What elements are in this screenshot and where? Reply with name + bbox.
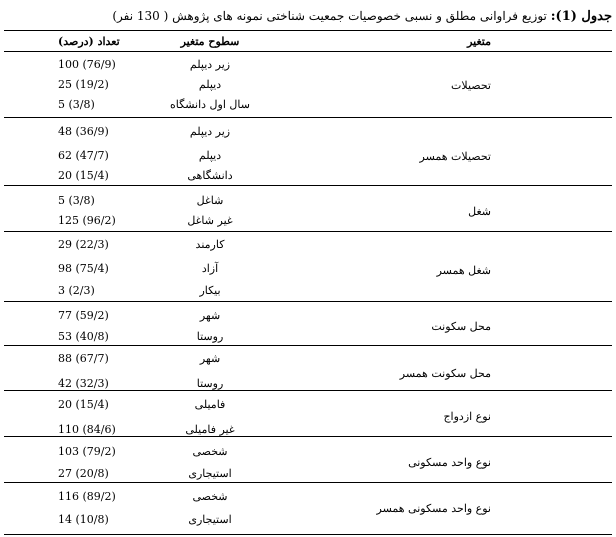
level-cell: غیر فامیلی — [185, 423, 235, 436]
header-rule — [4, 51, 612, 52]
caption-label: جدول (1): — [550, 9, 612, 24]
count-cell: 53 (40/8) — [58, 330, 109, 343]
count-cell: 25 (19/2) — [58, 78, 109, 91]
count-cell: 14 (10/8) — [58, 513, 109, 526]
caption-text: توزیع فراوانی مطلق و نسبی خصوصیات جمعیت شناختی نمونه های پژوهش ( 130 نفر) — [112, 9, 547, 23]
count-cell: 5 (3/8) — [58, 194, 95, 207]
group-rule — [4, 301, 612, 302]
level-cell: شخصی — [192, 445, 228, 458]
level-cell: شخصی — [192, 490, 228, 503]
header-levels: سطوح متغیر — [180, 35, 240, 48]
table-top-rule — [4, 30, 612, 31]
level-cell: زیر دیپلم — [189, 58, 231, 71]
group-rule — [4, 185, 612, 186]
count-cell: 48 (36/9) — [58, 125, 109, 138]
table-caption — [4, 6, 612, 26]
level-cell: شاغل — [196, 194, 224, 207]
level-cell: کارمند — [195, 238, 225, 251]
group-rule — [4, 231, 612, 232]
level-cell: شهر — [199, 309, 221, 322]
group-rule — [4, 534, 612, 535]
count-cell: 42 (32/3) — [58, 377, 109, 390]
level-cell: دیپلم — [198, 78, 222, 91]
level-cell: استیجاری — [188, 467, 232, 480]
count-cell: 116 (89/2) — [58, 490, 116, 503]
count-cell: 20 (15/4) — [58, 169, 109, 182]
variable-label: تحصیلات — [451, 79, 491, 92]
level-cell: سال اول دانشگاه — [170, 98, 250, 111]
level-cell: زیر دیپلم — [189, 125, 231, 138]
count-cell: 77 (59/2) — [58, 309, 109, 322]
group-rule — [4, 345, 612, 346]
count-cell: 27 (20/8) — [58, 467, 109, 480]
level-cell: بیکار — [199, 284, 221, 297]
group-rule — [4, 390, 612, 391]
level-cell: غیر شاغل — [187, 214, 233, 227]
header-variable: متغیر — [467, 35, 491, 48]
group-rule — [4, 482, 612, 483]
level-cell: دیپلم — [198, 149, 222, 162]
variable-label: نوع ازدواج — [443, 410, 491, 423]
variable-label: محل سکونت همسر — [399, 367, 491, 380]
variable-label: تحصیلات همسر — [419, 150, 491, 163]
level-cell: روستا — [196, 377, 224, 390]
variable-label: محل سکونت — [431, 320, 491, 333]
level-cell: روستا — [196, 330, 224, 343]
count-cell: 62 (47/7) — [58, 149, 109, 162]
count-cell: 88 (67/7) — [58, 352, 109, 365]
level-cell: آزاد — [201, 262, 219, 275]
header-count: تعداد (درصد) — [58, 35, 120, 48]
count-cell: 100 (76/9) — [58, 58, 116, 71]
count-cell: 3 (2/3) — [58, 284, 95, 297]
level-cell: شهر — [199, 352, 221, 365]
count-cell: 110 (84/6) — [58, 423, 116, 436]
count-cell: 125 (96/2) — [58, 214, 116, 227]
variable-label: نوع واحد مسکونی — [408, 456, 491, 469]
level-cell: دانشگاهی — [187, 169, 233, 182]
count-cell: 5 (3/8) — [58, 98, 95, 111]
group-rule — [4, 117, 612, 118]
variable-label: نوع واحد مسکونی همسر — [376, 502, 491, 515]
count-cell: 20 (15/4) — [58, 398, 109, 411]
group-rule — [4, 436, 612, 437]
count-cell: 103 (79/2) — [58, 445, 116, 458]
level-cell: استیجاری — [188, 513, 232, 526]
count-cell: 98 (75/4) — [58, 262, 109, 275]
variable-label: شغل همسر — [436, 264, 491, 277]
count-cell: 29 (22/3) — [58, 238, 109, 251]
level-cell: فامیلی — [194, 398, 226, 411]
variable-label: شغل — [468, 205, 491, 218]
